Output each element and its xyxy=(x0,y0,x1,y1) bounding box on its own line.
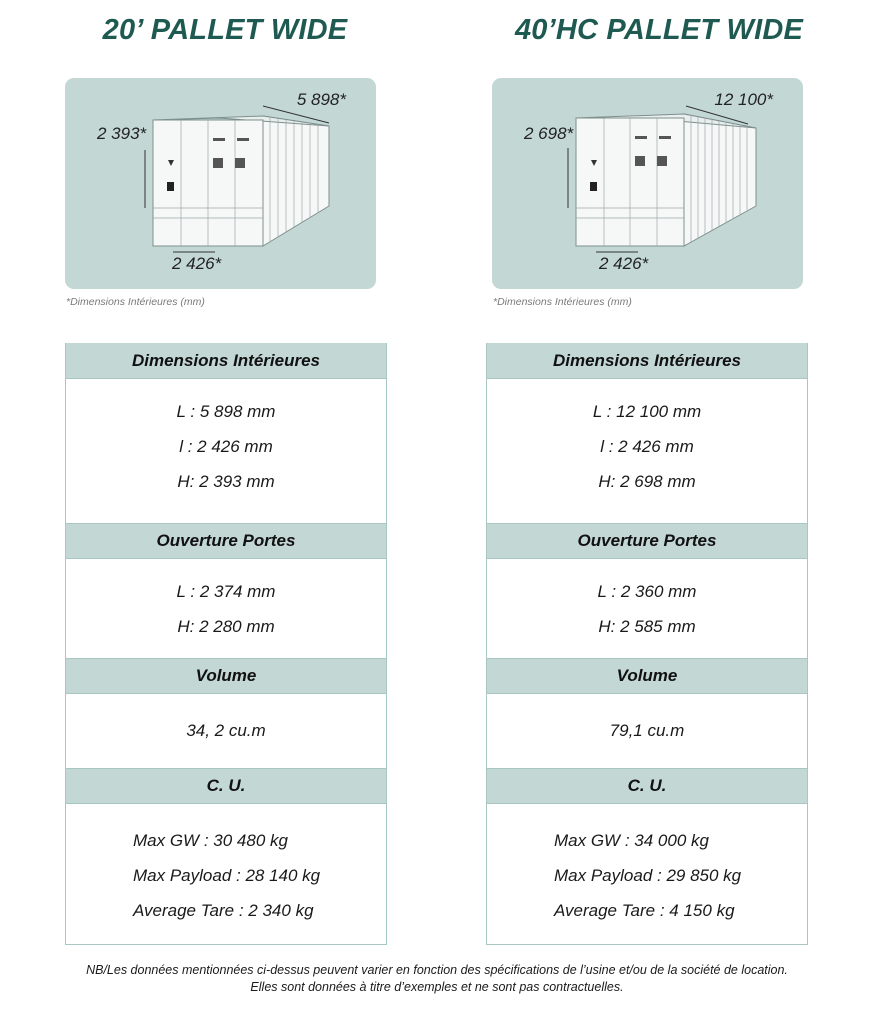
interior-width: l : 2 426 mm xyxy=(179,437,273,456)
cu-header: C. U. xyxy=(487,768,807,804)
container-illustration xyxy=(65,78,376,289)
average-tare: Average Tare : 2 340 kg xyxy=(133,901,314,920)
volume-header: Volume xyxy=(66,658,386,694)
length-dimension: 12 100* xyxy=(714,90,773,109)
interior-length: L : 12 100 mm xyxy=(592,402,702,421)
dimensions-note: *Dimensions Intérieures (mm) xyxy=(493,296,632,308)
average-tare: Average Tare : 4 150 kg xyxy=(554,901,735,920)
length-dimension: 5 898* xyxy=(296,90,346,109)
interior-height: H: 2 698 mm xyxy=(598,472,696,491)
container-title: 40’HC PALLET WIDE xyxy=(514,14,804,46)
container-title: 20’ PALLET WIDE xyxy=(102,14,348,46)
width-dimension: 2 426* xyxy=(172,254,222,273)
spec-table xyxy=(486,343,808,945)
max-payload: Max Payload : 28 140 kg xyxy=(133,866,321,885)
height-dimension: 2 393* xyxy=(97,124,147,143)
cu-header: C. U. xyxy=(66,768,386,804)
door-opening-header: Ouverture Portes xyxy=(66,523,386,559)
container-illustration xyxy=(492,78,803,289)
spec-table xyxy=(65,343,387,945)
disclaimer-line-1: NB/Les données mentionnées ci-dessus peuvent varier en fonction des spécifications de l’usine et/ou de la société de location. xyxy=(86,963,788,977)
disclaimer xyxy=(0,962,874,996)
door-length: L : 2 374 mm xyxy=(176,582,276,601)
width-dimension: 2 426* xyxy=(599,254,649,273)
volume-value: 34, 2 cu.m xyxy=(186,721,266,740)
interior-length: L : 5 898 mm xyxy=(176,402,276,421)
door-height: H: 2 280 mm xyxy=(177,617,275,636)
interior-height: H: 2 393 mm xyxy=(177,472,275,491)
door-opening-header: Ouverture Portes xyxy=(487,523,807,559)
interior-dimensions-header: Dimensions Intérieures xyxy=(487,343,807,379)
disclaimer-line-2: Elles sont données à titre d’exemples et ne sont pas contractuelles. xyxy=(250,980,624,994)
door-length: L : 2 360 mm xyxy=(597,582,697,601)
max-payload: Max Payload : 29 850 kg xyxy=(554,866,742,885)
door-height: H: 2 585 mm xyxy=(598,617,696,636)
max-gw: Max GW : 30 480 kg xyxy=(133,831,288,850)
interior-width: l : 2 426 mm xyxy=(600,437,694,456)
height-dimension: 2 698* xyxy=(524,124,574,143)
volume-header: Volume xyxy=(487,658,807,694)
dimensions-note: *Dimensions Intérieures (mm) xyxy=(66,296,205,308)
volume-value: 79,1 cu.m xyxy=(609,721,685,740)
max-gw: Max GW : 34 000 kg xyxy=(554,831,709,850)
interior-dimensions-header: Dimensions Intérieures xyxy=(66,343,386,379)
